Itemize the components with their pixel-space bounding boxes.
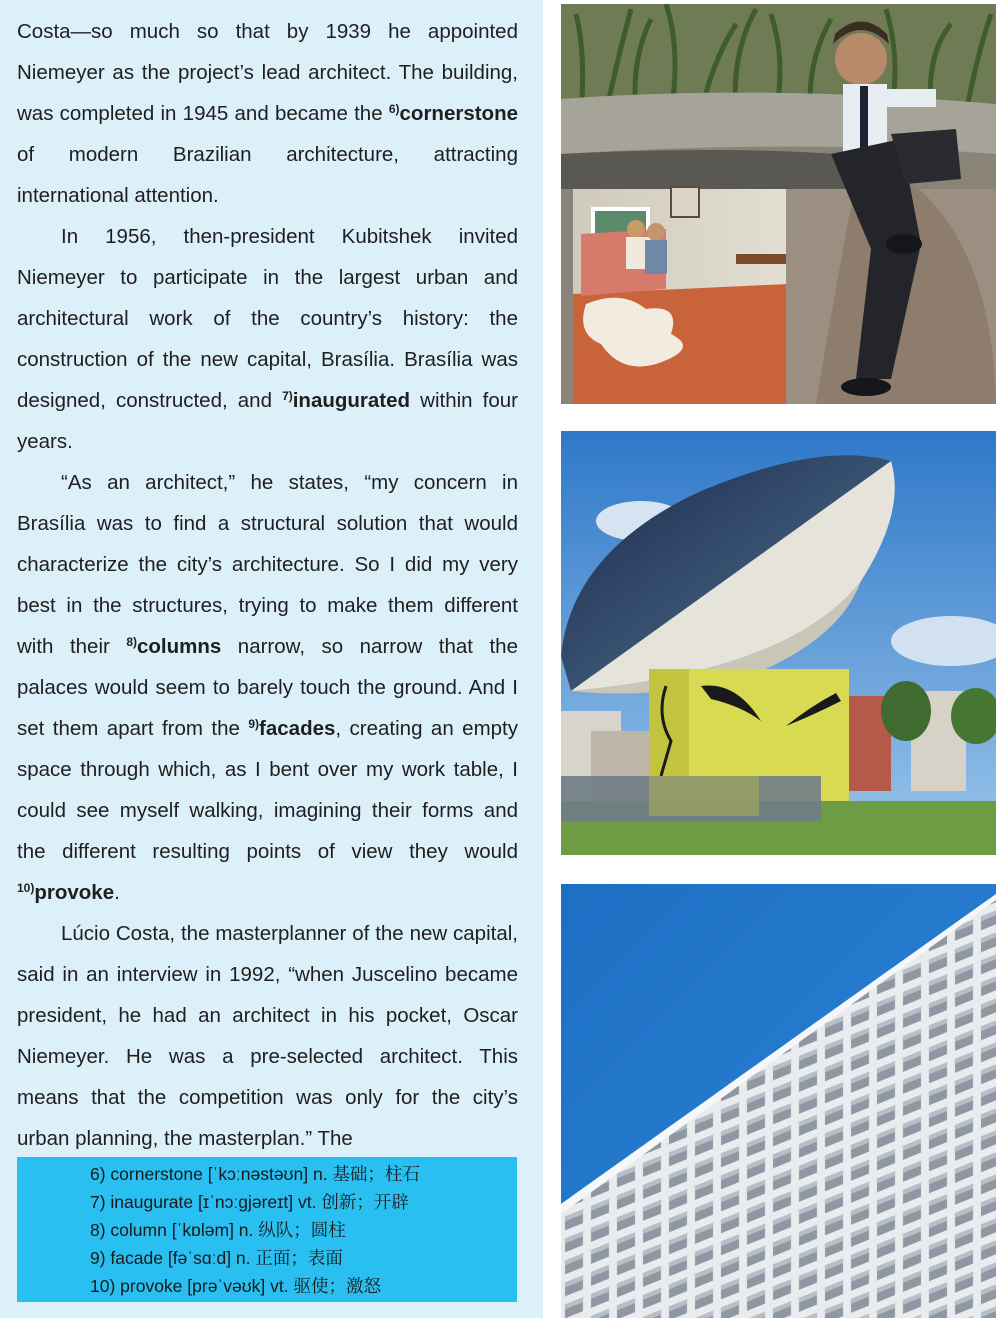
glossary-item-column: 8) column [ˈkɒləm] n. 纵队；圆柱: [90, 1220, 346, 1240]
footnote-marker-6: 6): [388, 102, 400, 116]
photo-museum-eye: [561, 431, 996, 855]
keyword-facades: facades: [259, 717, 336, 740]
paragraph-1: Costa—so much so that by 1939 he appointed Niemeyer as the project’s lead architect. The building, was completed in 1945 and became the $^{6)}$cornerstone of modern Brazilian architecture, attracting international attention.: [17, 20, 518, 207]
footnote-marker-9: 9): [248, 717, 260, 731]
glossary-item-facade: 9) facade [fəˈsɑːd] n. 正面；表面: [90, 1248, 343, 1268]
article-body: [17, 11, 518, 1159]
photo-architect-portrait: [561, 4, 996, 404]
glossary-item-inaugurate: 7) inaugurate [ɪˈnɔːgjəreɪt] vt. 创新；开辟: [90, 1192, 409, 1212]
footnote-marker-7: 7): [282, 389, 293, 403]
keyword-inaugurated: inaugurated: [292, 389, 411, 412]
keyword-provoke: provoke: [34, 881, 115, 904]
paragraph-4: Lúcio Costa, the masterplanner of the new capital, said in an interview in 1992, “when Juscelino became president, he had an architect in his pocket, Oscar Niemeyer. He was a pre-selected architect. This means that the competition was only for the city’s urban planning, the masterplan.” The: [17, 922, 518, 1150]
footnote-marker-8: 8): [126, 635, 137, 649]
glossary-item-cornerstone: 6) cornerstone [ˈkɔːnəstəʊn] n. 基础；柱石: [90, 1164, 420, 1184]
paragraph-3: “As an architect,” he states, “my concern in Brasília was to find a structural solution that would characterize the city’s architecture. So I did my very best in the structures, trying to make them different with their $^{8)}$columns narrow, so narrow that the palaces would seem to barely touch the ground. And I set them apart from the $^{9)}$facades, creating an empty space through which, as I bent over my work table, I could see myself walking, imagining their forms and the different resulting points of view they would $^{10)}$provoke.: [17, 471, 518, 904]
photo-building-facade: [561, 884, 996, 1318]
glossary-box: [17, 1157, 517, 1302]
footnote-marker-10: 10): [17, 881, 35, 895]
keyword-columns: columns: [137, 635, 222, 658]
paragraph-2: In 1956, then-president Kubitshek invited Niemeyer to participate in the largest urban and architectural work of the country’s history: the construction of the new capital, Brasília. Brasília was designed, constructed, and $^{7)}$inaugurated within four years.: [17, 225, 518, 453]
keyword-cornerstone: cornerstone: [399, 102, 518, 125]
glossary-item-provoke: 10) provoke [prəˈvəʊk] vt. 驱使；激怒: [90, 1276, 381, 1296]
